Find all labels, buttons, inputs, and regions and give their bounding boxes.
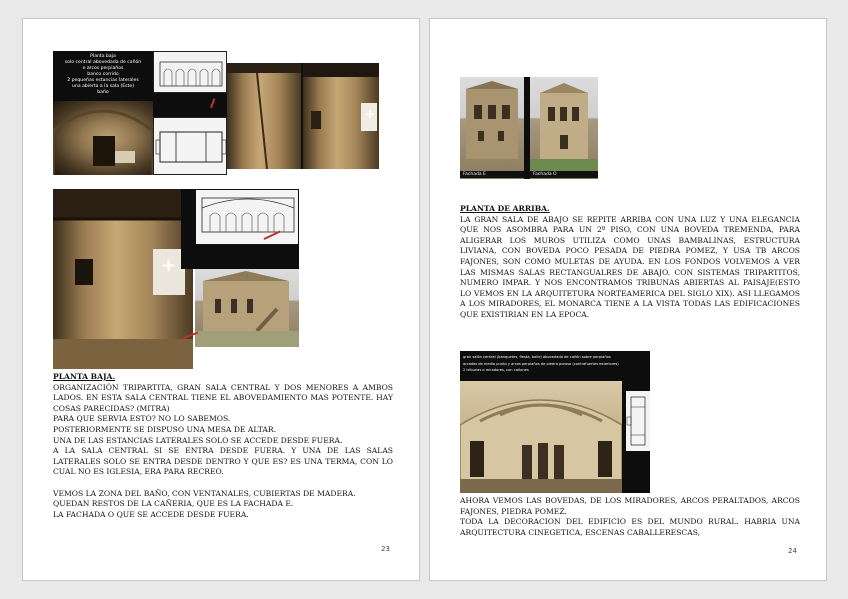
caption-line: e arcos perpiaños [82,66,124,71]
paragraph: VEMOS LA ZONA DEL BAÑO, CON VENTANALES, CUBIERTAS DE MADERA. [53,488,356,498]
drawing-frame-dark [153,93,227,117]
caption-line: arcadas de medio punto y arcos perpiaños de piedra porosa (contrafuertes exteriores) [463,361,619,366]
caption-line: baño [97,90,109,95]
section-heading: PLANTA BAJA. [53,372,116,381]
vault-caption [463,354,647,374]
paragraph: ORGANIZACIÓN TRIPARTITA, GRAN SALA CENTRAL Y DOS MENORES A AMBOS LADOS. EN ESTA SALA CENTRAL TIENE EL ABOVEDAMIENTO MAS POTENTE. HAY COSAS PARECIDAS? (MITRA) [53,382,393,413]
upper-hall-shape [460,381,622,493]
section-heading: PLANTA DE ARRIBA. [460,204,550,213]
upper-floor-text [460,204,800,321]
elevation-sketch [154,52,227,93]
bath-room-photo [227,63,301,169]
paragraph: A LA SALA CENTRAL SI SE ENTRA DESDE FUERA. Y UNA DE LAS SALAS LATERALES SOLO SE ENTRA DESDE DENTRO Y QUE ES? ES UNA TERMA, CON LO CUAL NO ES IGLESIA, ERA PARA RECREO. [53,446,393,477]
exterior-building-photo [195,269,299,347]
floor-plan-sketch [154,118,227,175]
central-hall-interior-photo [53,189,193,369]
ground-floor-vault-photo [53,101,153,175]
exterior-building-shape [195,269,299,347]
upper-floor-section-drawing [195,189,299,245]
red-pointer-arrow [210,98,215,108]
window-room-photo [301,63,379,169]
plus-marker-icon: + [365,107,376,121]
paragraph: PARA QUE SERVIA ESTO? NO LO SABEMOS. [53,414,231,424]
central-hall-shading [53,189,193,369]
caption-line: 2 pequeñas estancias laterales [67,78,139,83]
paragraph: LA FACHADA O QUE SE ACCEDE DESDE FUERA. [53,509,249,519]
caption-line: gran salón central (banquetes, fiesta, baile) abovedado de cañón sobre perpiaños [463,355,611,359]
upper-hall-vault-photo [460,381,622,493]
caption-line: 2 tribunas o miradores, con cañones [463,368,529,372]
miradores-text [460,496,800,538]
facade-west-photo [530,77,598,179]
facade-east-label: Fachada E [460,171,524,178]
caption-line: banco corrido [87,72,119,77]
facade-west-label: Fachada O [530,171,598,178]
paragraph: LA GRAN SALA DE ABAJO SE REPITE ARRIBA CON UNA LUZ Y UNA ELEGANCIA QUE NOS ASOMBRA PARA UN 2º PISO, CON UNA BOVEDA TREMENDA, PARA ALIGERAR LOS MUROS UTILIZA COMO UNAS BAMBALINAS, ESTRUCTURA LIVIANA, CON BOVEDA POCO PESADA DE PIEDRA POMEZ, Y USA TB ARCOS FAJONES, SON COMO MULETAS DE AYUDA. EN LOS FONDOS VOLVEMOS A VER LAS MISMAS SALAS RECTANGUALRES DE ABAJO. CON SISTEMAS TRIPARTITOS, NUMERO IMPAR. Y NOS ENCONTRAMOS TRIBUNAS ABIERTAS AL PAISAJE(ESTO LO VEMOS EN LA ARQUITETURA NORTEAMERICA DEL SIGLO XIX). ASI LLEGAMOS A LOS MIRADORES, EL MONARCA TIENE A LA VISTA TODAS LAS EDIFICACIONES QUE EXISTIRIAN EN LA EPOCA. [460,214,800,319]
page-number: 24 [788,547,797,555]
caption-line: solo central abovedada de cañón [64,60,142,65]
facade-east-shape [460,77,524,179]
vault-caption-panel [460,351,650,381]
vault-arch-shape [53,101,153,175]
bath-room-shading [227,63,301,169]
facade-east-photo [460,77,524,179]
section-sketch [196,190,299,245]
facade-west-shape [530,77,598,179]
ground-floor-caption [55,54,151,96]
document-page-left [22,18,420,581]
ground-floor-elevation-drawing [153,51,227,93]
document-page-right [429,18,827,581]
paragraph: TODA LA DECORACION DEL EDIFICIO ES DEL MUNDO RURAL. HABRIA UNA ARQUITECTURA CINEGETICA, ESCENAS CABALLERESCAS, [460,517,800,537]
upper-floor-plan-drawing [626,391,650,451]
page-number: 23 [381,545,390,553]
ground-floor-text [53,372,393,520]
caption-line: una abierta a la sala (Este) [72,84,134,89]
paragraph: AHORA VEMOS LAS BOVEDAS, DE LOS MIRADORES, ARCOS PERALTADOS, ARCOS FAJONES, PIEDRA POMEZ. [460,496,800,516]
caption-line: Planta baja [90,54,116,59]
ground-floor-plan-drawing [153,117,227,175]
paragraph: QUEDAN RESTOS DE LA CAÑERIA, QUE ES LA FACHADA E. [53,499,294,509]
paragraph: UNA DE LAS ESTANCIAS LATERALES SOLO SE ACCEDE DESDE FUERA. [53,435,343,445]
upper-plan-sketch [626,391,650,451]
plus-marker-icon: + [161,255,177,276]
paragraph: POSTERIORMENTE SE DISPUSO UNA MESA DE ALTAR. [53,424,277,434]
ground-floor-collage-caption-panel [53,51,153,101]
